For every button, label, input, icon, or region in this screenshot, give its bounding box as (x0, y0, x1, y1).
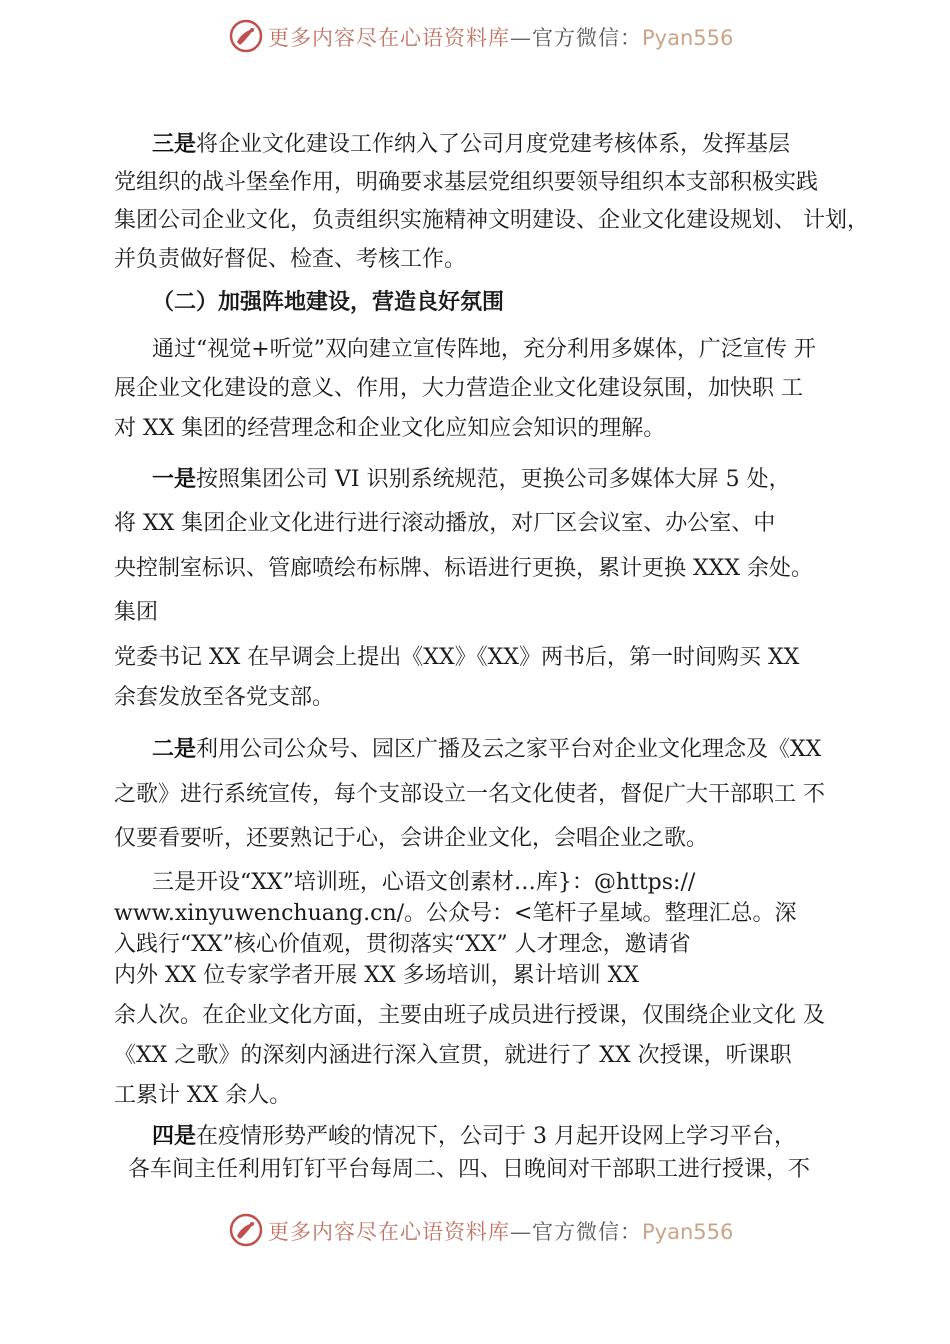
text-line: 入践行“XX”核心价值观，贯彻落实“XX” 人才理念，邀请省 (114, 932, 691, 957)
text-line: 三是开设“XX”培训班，心语文创素材…库}：@https:// (152, 870, 696, 895)
text-line (152, 735, 842, 765)
text-line (152, 1122, 842, 1152)
text-line: 内外 XX 位专家学者开展 XX 多场培训，累计培训 XX (114, 963, 639, 988)
text-line (152, 465, 842, 495)
text-line: 央控制室标识、管廊喷绘布标牌、标语进行更换，累计更换 XXX 余处。 (114, 556, 813, 581)
banner-title: 更多内容尽在心语资料库 (268, 1220, 510, 1244)
banner-separator: — (510, 1220, 532, 1244)
text-line: 并负责做好督促、检查、考核工作。 (114, 247, 467, 272)
text-line: 集团公司企业文化，负责组织实施精神文明建设、企业文化建设规划、 计划， (114, 208, 869, 233)
text-line: 通过“视觉+听觉”双向建立宣传阵地，充分利用多媒体，广泛宣传 开 (152, 337, 816, 362)
section-heading: （二）加强阵地建设，营造良好氛围 (152, 290, 505, 315)
banner-label: 官方微信： (532, 26, 642, 50)
text-line: 各车间主任利用钉钉平台每周二、四、日晚间对干部职工进行授课，不 (128, 1157, 811, 1182)
text-line: 对 XX 集团的经营理念和企业文化应知应会知识的理解。 (114, 416, 666, 441)
text-line: 余套发放至各党支部。 (114, 685, 335, 710)
text-line: 将 XX 集团企业文化进行进行滚动播放，对厂区会议室、办公室、中 (114, 511, 776, 536)
text-span: 将企业文化建设工作纳入了公司月度党建考核体系，发挥基层 (196, 132, 791, 157)
swan-logo-icon (228, 18, 264, 54)
lead-bold: 三是 (152, 132, 197, 157)
lead-bold: 二是 (152, 737, 197, 762)
header-banner (0, 16, 950, 56)
banner-label: 官方微信： (532, 1220, 642, 1244)
text-line: 工累计 XX 余人。 (114, 1083, 292, 1108)
text-line: www.xinyuwenchuang.cn/。公众号：<笔杆子星域。整理汇总。深 (114, 901, 797, 926)
text-line: 集团 (114, 600, 159, 625)
banner-wechat-id: Pyan556 (642, 1220, 734, 1244)
text-line: 《XX 之歌》的深刻内涵进行深入宣贯，就进行了 XX 次授课，听课职 (114, 1043, 792, 1068)
text-line: 余人次。在企业文化方面，主要由班子成员进行授课，仅围绕企业文化 及 (114, 1003, 825, 1028)
lead-bold: 四是 (152, 1124, 197, 1149)
text-line: 党组织的战斗堡垒作用，明确要求基层党组织要领导组织本支部积极实践 (114, 170, 819, 195)
footer-banner (0, 1210, 950, 1250)
lead-bold: 一是 (152, 467, 197, 492)
text-line: 党委书记 XX 在早调会上提出《XX》《XX》两书后，第一时间购买 XX (114, 645, 800, 670)
banner-separator: — (510, 26, 532, 50)
banner-title: 更多内容尽在心语资料库 (268, 26, 510, 50)
banner-wechat-id: Pyan556 (642, 26, 734, 50)
banner-text (268, 1216, 733, 1246)
text-span: 按照集团公司 VI 识别系统规范，更换公司多媒体大屏 5 处， (196, 467, 791, 492)
banner-text (268, 22, 733, 52)
text-span: 在疫情形势严峻的情况下，公司于 3 月起开设网上学习平台， (196, 1124, 797, 1149)
text-line: 仅要看要听，还要熟记于心，会讲企业文化，会唱企业之歌。 (114, 826, 709, 851)
swan-logo-icon (228, 1212, 264, 1248)
text-line (152, 130, 842, 160)
text-line: 展企业文化建设的意义、作用，大力营造企业文化建设氛围，加快职 工 (114, 376, 803, 401)
text-span: 利用公司公众号、园区广播及云之家平台对企业文化理念及《XX (196, 737, 822, 762)
text-line: 之歌》进行系统宣传，每个支部设立一名文化使者，督促广大干部职工 不 (114, 782, 825, 807)
